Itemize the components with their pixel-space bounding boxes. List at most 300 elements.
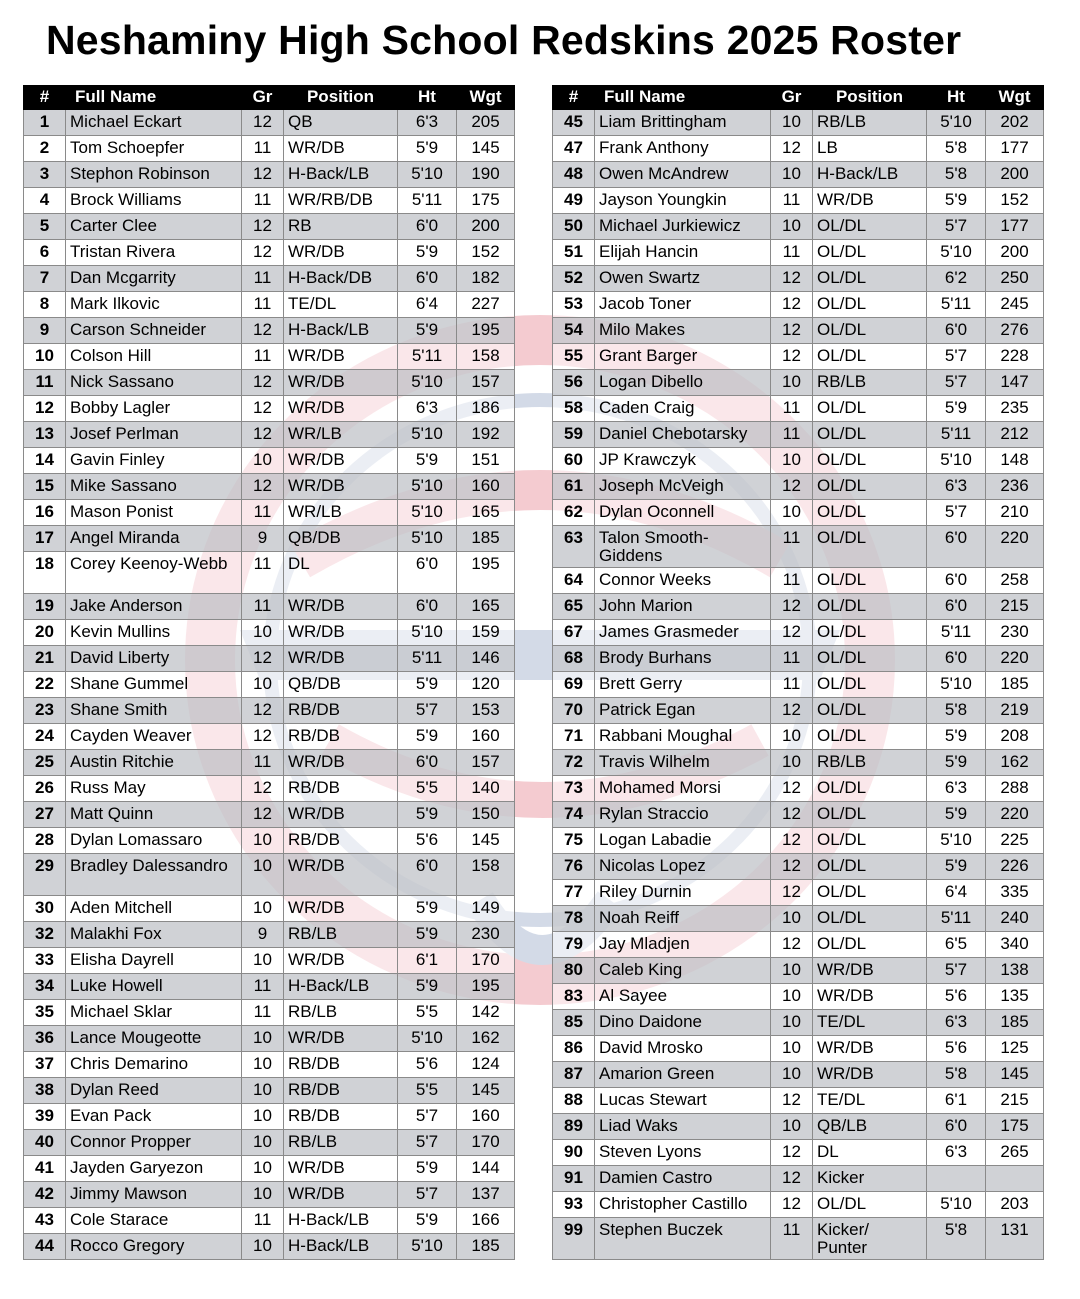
player-name: Rocco Gregory [66,1234,242,1260]
player-position: RB/DB [284,1052,398,1078]
player-number: 8 [24,292,66,318]
player-name: Brett Gerry [595,672,771,698]
player-name: Jayden Garyezon [66,1156,242,1182]
player-weight: 158 [457,854,515,896]
player-weight [986,1166,1044,1192]
player-grade: 12 [242,162,284,188]
player-weight: 202 [986,110,1044,136]
player-name: Daniel Chebotarsky [595,422,771,448]
player-weight: 131 [986,1218,1044,1260]
player-name: Aden Mitchell [66,896,242,922]
player-grade: 12 [771,292,813,318]
player-number: 87 [553,1062,595,1088]
player-height: 6'4 [927,880,986,906]
player-position: WR/DB [284,948,398,974]
player-grade: 11 [771,422,813,448]
player-grade: 10 [771,162,813,188]
player-grade: 11 [771,568,813,594]
player-height: 5'11 [927,620,986,646]
player-name: Shane Smith [66,698,242,724]
player-weight: 145 [457,136,515,162]
player-name: Chris Demarino [66,1052,242,1078]
player-number: 9 [24,318,66,344]
player-height: 5'9 [398,724,457,750]
player-number: 56 [553,370,595,396]
player-name: Michael Sklar [66,1000,242,1026]
player-number: 32 [24,922,66,948]
player-number: 30 [24,896,66,922]
header-height: Ht [398,86,457,110]
player-name: Tristan Rivera [66,240,242,266]
table-row [24,1078,515,1104]
player-position: RB/DB [284,776,398,802]
player-weight: 137 [457,1182,515,1208]
player-grade: 10 [242,896,284,922]
player-position: OL/DL [813,802,927,828]
player-grade: 12 [771,474,813,500]
player-name: Damien Castro [595,1166,771,1192]
player-position: WR/DB [813,958,927,984]
player-position: OL/DL [813,1192,927,1218]
player-position: QB/LB [813,1114,927,1140]
table-row [24,266,515,292]
player-grade: 10 [242,948,284,974]
player-weight: 227 [457,292,515,318]
player-name: Joseph McVeigh [595,474,771,500]
player-name: Connor Weeks [595,568,771,594]
player-number: 71 [553,724,595,750]
player-position: WR/RB/DB [284,188,398,214]
player-number: 45 [553,110,595,136]
player-height: 5'8 [927,1218,986,1260]
table-row [24,188,515,214]
player-height: 5'10 [398,620,457,646]
player-grade: 11 [242,344,284,370]
player-position: Kicker/ Punter [813,1218,927,1260]
player-position: H-Back/DB [284,266,398,292]
table-row [24,672,515,698]
player-grade: 12 [242,318,284,344]
player-name: Lucas Stewart [595,1088,771,1114]
player-grade: 12 [771,776,813,802]
player-height: 6'3 [927,1140,986,1166]
player-name: Liad Waks [595,1114,771,1140]
player-number: 38 [24,1078,66,1104]
player-weight: 145 [457,828,515,854]
player-name: Steven Lyons [595,1140,771,1166]
player-position: WR/DB [284,136,398,162]
player-grade: 10 [242,1052,284,1078]
player-grade: 10 [242,1078,284,1104]
player-height: 5'10 [927,672,986,698]
player-position: OL/DL [813,344,927,370]
player-position: WR/DB [284,344,398,370]
player-position: OL/DL [813,672,927,698]
player-number: 68 [553,646,595,672]
player-number: 53 [553,292,595,318]
player-number: 5 [24,214,66,240]
player-weight: 147 [986,370,1044,396]
player-weight: 250 [986,266,1044,292]
table-row [553,698,1044,724]
table-row [24,318,515,344]
player-grade: 10 [242,828,284,854]
table-row [553,568,1044,594]
player-weight: 152 [986,188,1044,214]
player-name: Colson Hill [66,344,242,370]
player-grade: 12 [771,854,813,880]
table-row [553,240,1044,266]
player-number: 42 [24,1182,66,1208]
player-height: 5'11 [927,422,986,448]
player-number: 4 [24,188,66,214]
player-position: H-Back/LB [284,162,398,188]
player-name: Michael Eckart [66,110,242,136]
player-position: WR/DB [284,448,398,474]
player-name: Carter Clee [66,214,242,240]
player-height: 5'11 [927,292,986,318]
player-position: RB/DB [284,698,398,724]
player-number: 90 [553,1140,595,1166]
player-grade: 9 [242,922,284,948]
player-name: Patrick Egan [595,698,771,724]
player-position: OL/DL [813,776,927,802]
player-weight: 144 [457,1156,515,1182]
player-position: WR/DB [813,1036,927,1062]
table-row [24,240,515,266]
player-name: Mohamed Morsi [595,776,771,802]
header-height: Ht [927,86,986,110]
player-name: Kevin Mullins [66,620,242,646]
player-name: Shane Gummel [66,672,242,698]
player-height: 6'3 [398,110,457,136]
player-grade: 10 [771,1114,813,1140]
player-grade: 12 [771,1166,813,1192]
player-grade: 12 [242,646,284,672]
player-height: 5'9 [927,396,986,422]
player-weight: 335 [986,880,1044,906]
player-number: 63 [553,526,595,568]
player-height: 5'5 [398,1078,457,1104]
player-weight: 220 [986,646,1044,672]
player-height: 6'0 [398,214,457,240]
player-grade: 12 [771,1088,813,1114]
player-weight: 245 [986,292,1044,318]
player-number: 25 [24,750,66,776]
table-row [24,526,515,552]
player-number: 50 [553,214,595,240]
player-weight: 151 [457,448,515,474]
table-row [24,214,515,240]
player-grade: 10 [242,620,284,646]
player-weight: 160 [457,1104,515,1130]
player-name: Bobby Lagler [66,396,242,422]
player-grade: 10 [242,1130,284,1156]
player-weight: 162 [986,750,1044,776]
header-grade: Gr [242,86,284,110]
table-row [553,1114,1044,1140]
player-grade: 12 [771,136,813,162]
player-number: 76 [553,854,595,880]
table-row [553,776,1044,802]
player-number: 43 [24,1208,66,1234]
player-number: 62 [553,500,595,526]
player-grade: 10 [771,958,813,984]
player-height: 5'9 [398,1156,457,1182]
player-number: 86 [553,1036,595,1062]
player-grade: 12 [242,776,284,802]
player-position: OL/DL [813,214,927,240]
player-position: OL/DL [813,620,927,646]
table-row [24,776,515,802]
player-name: Malakhi Fox [66,922,242,948]
player-weight: 152 [457,240,515,266]
player-height: 5'7 [927,500,986,526]
player-grade: 12 [771,802,813,828]
player-number: 55 [553,344,595,370]
table-row [553,1088,1044,1114]
player-grade: 11 [242,1000,284,1026]
player-name: Al Sayee [595,984,771,1010]
player-height: 6'3 [927,1010,986,1036]
player-weight: 228 [986,344,1044,370]
player-grade: 11 [242,292,284,318]
player-position: WR/LB [284,422,398,448]
player-height: 5'7 [398,1130,457,1156]
player-number: 18 [24,552,66,594]
player-height: 5'10 [927,1192,986,1218]
player-position: RB/DB [284,1104,398,1130]
player-position: OL/DL [813,568,927,594]
player-position: RB [284,214,398,240]
player-name: Austin Ritchie [66,750,242,776]
player-position: H-Back/LB [284,1208,398,1234]
player-height: 5'6 [398,828,457,854]
player-grade: 10 [771,906,813,932]
player-weight: 220 [986,526,1044,568]
player-weight: 186 [457,396,515,422]
player-name: Brock Williams [66,188,242,214]
player-grade: 12 [771,1140,813,1166]
player-weight: 120 [457,672,515,698]
player-position: WR/DB [284,1156,398,1182]
player-weight: 225 [986,828,1044,854]
table-row [24,396,515,422]
table-row [24,110,515,136]
player-weight: 125 [986,1036,1044,1062]
player-weight: 146 [457,646,515,672]
player-height: 5'9 [398,672,457,698]
player-grade: 10 [771,448,813,474]
player-height: 6'4 [398,292,457,318]
player-weight: 160 [457,474,515,500]
table-row [24,896,515,922]
player-grade: 10 [771,110,813,136]
player-weight: 235 [986,396,1044,422]
player-name: Dan Mcgarrity [66,266,242,292]
player-weight: 195 [457,552,515,594]
table-row [553,932,1044,958]
player-grade: 11 [242,974,284,1000]
player-grade: 12 [771,828,813,854]
player-weight: 276 [986,318,1044,344]
player-height: 6'5 [927,932,986,958]
player-position: WR/DB [813,188,927,214]
player-weight: 124 [457,1052,515,1078]
table-row [24,500,515,526]
player-grade: 12 [242,370,284,396]
player-height: 6'3 [398,396,457,422]
table-row [24,1208,515,1234]
player-grade: 9 [242,526,284,552]
player-height: 5'11 [398,188,457,214]
player-position: OL/DL [813,474,927,500]
player-position: QB/DB [284,672,398,698]
player-grade: 10 [771,500,813,526]
player-number: 48 [553,162,595,188]
player-weight: 192 [457,422,515,448]
player-weight: 138 [986,958,1044,984]
player-position: DL [284,552,398,594]
player-grade: 11 [771,672,813,698]
player-height [927,1166,986,1192]
player-height: 5'9 [927,188,986,214]
player-number: 85 [553,1010,595,1036]
player-weight: 142 [457,1000,515,1026]
player-grade: 11 [771,188,813,214]
player-position: WR/DB [284,474,398,500]
player-grade: 10 [242,1104,284,1130]
player-weight: 149 [457,896,515,922]
player-height: 5'10 [927,240,986,266]
player-number: 69 [553,672,595,698]
player-position: H-Back/LB [813,162,927,188]
player-position: RB/DB [284,828,398,854]
player-number: 6 [24,240,66,266]
player-grade: 11 [771,240,813,266]
player-grade: 12 [242,214,284,240]
table-row [553,1166,1044,1192]
player-grade: 10 [771,1010,813,1036]
player-grade: 12 [242,802,284,828]
player-position: OL/DL [813,396,927,422]
player-weight: 145 [986,1062,1044,1088]
player-name: Jay Mladjen [595,932,771,958]
player-weight: 236 [986,474,1044,500]
player-height: 5'10 [398,526,457,552]
player-weight: 226 [986,854,1044,880]
player-name: JP Krawczyk [595,448,771,474]
player-height: 6'0 [398,266,457,292]
table-row [553,214,1044,240]
player-height: 5'8 [927,162,986,188]
table-row [553,370,1044,396]
player-name: Amarion Green [595,1062,771,1088]
table-row [553,448,1044,474]
player-height: 5'11 [927,906,986,932]
player-number: 67 [553,620,595,646]
player-position: OL/DL [813,292,927,318]
player-grade: 12 [242,240,284,266]
table-row [24,448,515,474]
player-weight: 145 [457,1078,515,1104]
player-weight: 175 [986,1114,1044,1140]
player-weight: 212 [986,422,1044,448]
table-row [24,1156,515,1182]
player-grade: 10 [771,1062,813,1088]
player-number: 79 [553,932,595,958]
player-weight: 158 [457,344,515,370]
player-name: Gavin Finley [66,448,242,474]
player-name: Dylan Lomassaro [66,828,242,854]
player-grade: 12 [771,620,813,646]
player-weight: 157 [457,370,515,396]
player-height: 5'9 [927,750,986,776]
player-name: Corey Keenoy-Webb [66,552,242,594]
table-row [553,1218,1044,1260]
table-row [553,318,1044,344]
header-full-name: Full Name [595,86,771,110]
player-height: 5'8 [927,698,986,724]
player-number: 19 [24,594,66,620]
player-weight: 159 [457,620,515,646]
player-grade: 10 [242,672,284,698]
table-row [553,292,1044,318]
player-grade: 10 [242,1026,284,1052]
player-name: Jayson Youngkin [595,188,771,214]
player-number: 60 [553,448,595,474]
player-number: 59 [553,422,595,448]
player-weight: 215 [986,594,1044,620]
page-title: Neshaminy High School Redskins 2025 Roster [46,17,962,63]
player-weight: 170 [457,1130,515,1156]
player-weight: 220 [986,802,1044,828]
player-name: Carson Schneider [66,318,242,344]
table-row [553,1010,1044,1036]
player-position: OL/DL [813,318,927,344]
player-weight: 153 [457,698,515,724]
player-weight: 210 [986,500,1044,526]
player-number: 99 [553,1218,595,1260]
player-grade: 10 [771,1036,813,1062]
player-name: Brody Burhans [595,646,771,672]
player-number: 17 [24,526,66,552]
player-height: 5'9 [927,854,986,880]
roster-table-right [552,85,1044,1260]
player-number: 88 [553,1088,595,1114]
player-height: 5'7 [927,214,986,240]
player-grade: 12 [771,266,813,292]
player-grade: 10 [242,448,284,474]
table-row [24,1234,515,1260]
player-grade: 11 [242,266,284,292]
player-height: 5'7 [398,1182,457,1208]
player-position: OL/DL [813,698,927,724]
player-name: Angel Miranda [66,526,242,552]
player-number: 14 [24,448,66,474]
table-row [24,136,515,162]
table-row [24,1000,515,1026]
player-position: WR/DB [284,1026,398,1052]
player-height: 6'0 [927,318,986,344]
player-number: 58 [553,396,595,422]
table-row [553,1140,1044,1166]
player-position: WR/DB [284,750,398,776]
player-position: OL/DL [813,240,927,266]
player-grade: 10 [771,214,813,240]
player-number: 34 [24,974,66,1000]
player-position: TE/DL [284,292,398,318]
